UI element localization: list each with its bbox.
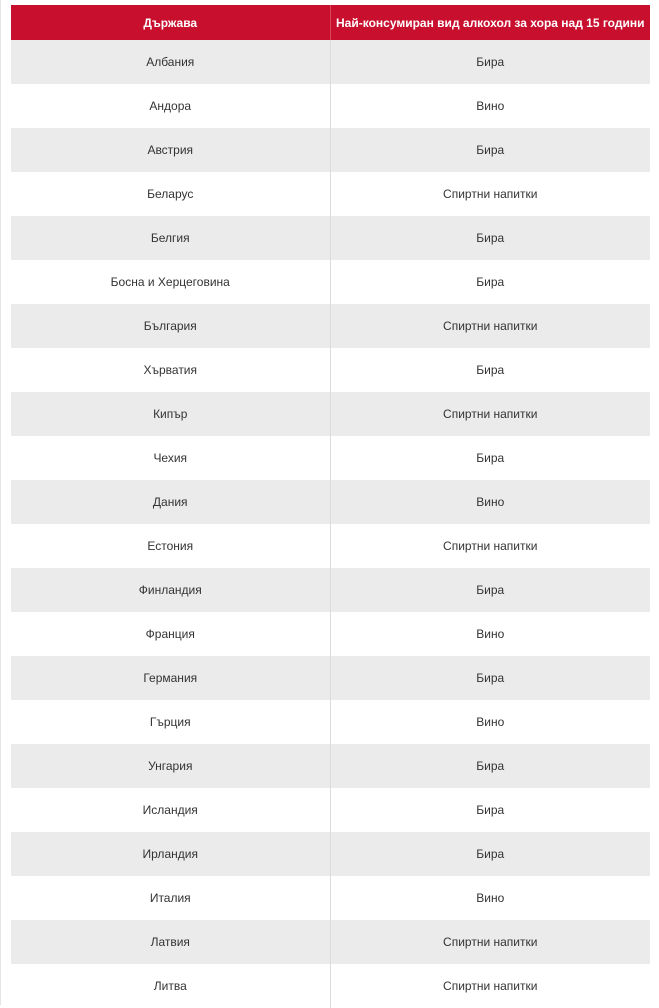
- drink-type-cell: Бира: [476, 275, 505, 289]
- country-cell: Албания: [11, 40, 330, 84]
- drink-type-cell: Бира: [476, 143, 505, 157]
- table-row: [11, 304, 650, 348]
- drink-type-cell: Спиртни напитки: [443, 407, 538, 421]
- table-row: [11, 40, 650, 84]
- country-cell: България: [11, 304, 330, 348]
- country-cell: Унгария: [11, 744, 330, 788]
- table-header-row: [11, 5, 650, 40]
- alcohol-consumption-table: [11, 5, 650, 1008]
- country-cell: Гърция: [11, 700, 330, 744]
- drink-type-cell: Спиртни напитки: [443, 935, 538, 949]
- drink-type-cell: Бира: [476, 803, 505, 817]
- table-row: [11, 744, 650, 788]
- table-row: [11, 964, 650, 1008]
- table-row: [11, 348, 650, 392]
- table-row: [11, 700, 650, 744]
- country-cell: Италия: [11, 876, 330, 920]
- country-cell: Беларус: [11, 172, 330, 216]
- drink-type-cell: Спиртни напитки: [443, 539, 538, 553]
- table-row: [11, 920, 650, 964]
- page-left-border: [0, 0, 1, 1005]
- country-cell: Хърватия: [11, 348, 330, 392]
- table-row: [11, 568, 650, 612]
- drink-type-cell: Спиртни напитки: [443, 979, 538, 993]
- country-cell: Босна и Херцеговина: [11, 260, 330, 304]
- country-cell: Чехия: [11, 436, 330, 480]
- drink-type-cell: Бира: [476, 231, 505, 245]
- country-cell: Исландия: [11, 788, 330, 832]
- column-header-drink-type: Най-консумиран вид алкохол за хора над 15 години: [336, 15, 645, 30]
- country-cell: Белгия: [11, 216, 330, 260]
- country-cell: Литва: [11, 964, 330, 1008]
- country-cell: Андора: [11, 84, 330, 128]
- table-row: [11, 216, 650, 260]
- country-cell: Австрия: [11, 128, 330, 172]
- country-cell: Франция: [11, 612, 330, 656]
- table-header: [11, 5, 650, 40]
- drink-type-cell: Бира: [476, 363, 505, 377]
- drink-type-cell: Бира: [476, 671, 505, 685]
- drink-type-cell: Спиртни напитки: [443, 319, 538, 333]
- table-row: [11, 436, 650, 480]
- country-cell: Финландия: [11, 568, 330, 612]
- table-row: [11, 128, 650, 172]
- drink-type-cell: Бира: [476, 55, 505, 69]
- country-cell: Германия: [11, 656, 330, 700]
- country-cell: Кипър: [11, 392, 330, 436]
- column-header-country: Държава: [11, 5, 330, 40]
- table-body: [11, 40, 650, 1008]
- drink-type-cell: Бира: [476, 583, 505, 597]
- table-row: [11, 480, 650, 524]
- table-row: [11, 832, 650, 876]
- drink-type-cell: Вино: [476, 715, 505, 729]
- drink-type-cell: Вино: [476, 891, 505, 905]
- drink-type-cell: Бира: [476, 847, 505, 861]
- country-cell: Ирландия: [11, 832, 330, 876]
- country-cell: Дания: [11, 480, 330, 524]
- country-cell: Естония: [11, 524, 330, 568]
- table-row: [11, 260, 650, 304]
- drink-type-cell: Спиртни напитки: [443, 187, 538, 201]
- country-cell: Латвия: [11, 920, 330, 964]
- drink-type-cell: Вино: [476, 99, 505, 113]
- table-row: [11, 524, 650, 568]
- table-row: [11, 656, 650, 700]
- table-row: [11, 612, 650, 656]
- drink-type-cell: Бира: [476, 451, 505, 465]
- table-row: [11, 788, 650, 832]
- drink-type-cell: Вино: [476, 495, 505, 509]
- drink-type-cell: Вино: [476, 627, 505, 641]
- table-row: [11, 84, 650, 128]
- drink-type-cell: Бира: [476, 759, 505, 773]
- table-row: [11, 172, 650, 216]
- table-row: [11, 876, 650, 920]
- table-row: [11, 392, 650, 436]
